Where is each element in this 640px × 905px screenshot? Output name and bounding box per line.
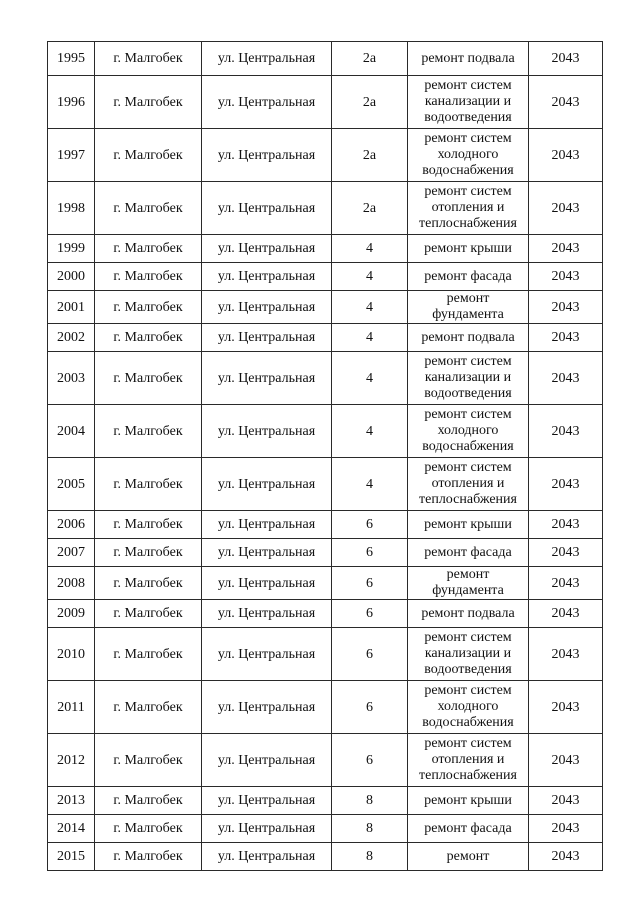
table-row <box>48 458 603 511</box>
work-type-line: фундамента <box>432 307 504 322</box>
street-cell: ул. Центральная <box>202 681 332 734</box>
table-row <box>48 42 603 76</box>
work-type-cell <box>408 628 529 681</box>
house-number-cell: 2а <box>332 42 408 76</box>
work-type-line: ремонт крыши <box>424 240 512 256</box>
planned-year-cell: 2043 <box>529 815 603 843</box>
work-type-cell <box>408 291 529 324</box>
city-cell: г. Малгобек <box>95 129 202 182</box>
city-cell: г. Малгобек <box>95 681 202 734</box>
row-number-cell: 2005 <box>48 458 95 511</box>
house-number-cell: 2а <box>332 129 408 182</box>
house-number-cell: 6 <box>332 511 408 539</box>
house-number-cell: 4 <box>332 458 408 511</box>
street-cell: ул. Центральная <box>202 129 332 182</box>
work-type-line: ремонт систем <box>424 78 512 93</box>
planned-year-cell: 2043 <box>529 405 603 458</box>
repair-schedule-table <box>47 41 603 871</box>
house-number-cell: 4 <box>332 324 408 352</box>
table-row <box>48 600 603 628</box>
work-type-line: теплоснабжения <box>419 768 517 783</box>
city-cell: г. Малгобек <box>95 787 202 815</box>
city-cell: г. Малгобек <box>95 291 202 324</box>
street-cell: ул. Центральная <box>202 235 332 263</box>
planned-year-cell: 2043 <box>529 42 603 76</box>
planned-year-cell: 2043 <box>529 511 603 539</box>
city-cell: г. Малгобек <box>95 843 202 871</box>
house-number-cell: 6 <box>332 681 408 734</box>
row-number-cell: 2001 <box>48 291 95 324</box>
work-type-cell <box>408 511 529 539</box>
row-number-cell: 2004 <box>48 405 95 458</box>
row-number-cell: 1996 <box>48 76 95 129</box>
table-row <box>48 734 603 787</box>
row-number-cell: 2014 <box>48 815 95 843</box>
city-cell: г. Малгобек <box>95 263 202 291</box>
work-type-cell <box>408 815 529 843</box>
work-type-cell <box>408 458 529 511</box>
work-type-line: ремонт <box>446 567 490 582</box>
house-number-cell: 8 <box>332 843 408 871</box>
house-number-cell: 6 <box>332 600 408 628</box>
work-type-line: теплоснабжения <box>419 216 517 231</box>
work-type-line: водоотведения <box>424 662 512 677</box>
row-number-cell: 2015 <box>48 843 95 871</box>
table-row <box>48 324 603 352</box>
work-type-line: теплоснабжения <box>419 492 517 507</box>
city-cell: г. Малгобек <box>95 405 202 458</box>
work-type-line: ремонт подвала <box>421 605 515 621</box>
street-cell: ул. Центральная <box>202 539 332 567</box>
city-cell: г. Малгобек <box>95 458 202 511</box>
document-page <box>47 41 602 871</box>
row-number-cell: 2011 <box>48 681 95 734</box>
work-type-cell <box>408 235 529 263</box>
work-type-cell <box>408 263 529 291</box>
street-cell: ул. Центральная <box>202 182 332 235</box>
row-number-cell: 2000 <box>48 263 95 291</box>
city-cell: г. Малгобек <box>95 815 202 843</box>
planned-year-cell: 2043 <box>529 324 603 352</box>
table-row <box>48 539 603 567</box>
table-row <box>48 787 603 815</box>
work-type-cell <box>408 352 529 405</box>
street-cell: ул. Центральная <box>202 600 332 628</box>
house-number-cell: 6 <box>332 628 408 681</box>
table-row <box>48 405 603 458</box>
planned-year-cell: 2043 <box>529 352 603 405</box>
work-type-line: водоснабжения <box>422 163 514 178</box>
house-number-cell: 4 <box>332 352 408 405</box>
city-cell: г. Малгобек <box>95 511 202 539</box>
work-type-cell <box>408 600 529 628</box>
row-number-cell: 1999 <box>48 235 95 263</box>
work-type-cell <box>408 787 529 815</box>
table-row <box>48 843 603 871</box>
work-type-line: холодного <box>437 423 499 438</box>
house-number-cell: 2а <box>332 182 408 235</box>
city-cell: г. Малгобек <box>95 567 202 600</box>
house-number-cell: 4 <box>332 291 408 324</box>
house-number-cell: 8 <box>332 787 408 815</box>
planned-year-cell: 2043 <box>529 129 603 182</box>
street-cell: ул. Центральная <box>202 815 332 843</box>
planned-year-cell: 2043 <box>529 567 603 600</box>
work-type-line: ремонт систем <box>424 460 512 475</box>
planned-year-cell: 2043 <box>529 843 603 871</box>
planned-year-cell: 2043 <box>529 291 603 324</box>
work-type-line: канализации и <box>424 646 512 661</box>
work-type-line: ремонт фасада <box>424 544 512 560</box>
work-type-line: ремонт систем <box>424 184 512 199</box>
street-cell: ул. Центральная <box>202 567 332 600</box>
work-type-line: канализации и <box>424 94 512 109</box>
work-type-cell <box>408 129 529 182</box>
planned-year-cell: 2043 <box>529 628 603 681</box>
planned-year-cell: 2043 <box>529 235 603 263</box>
work-type-line: водоснабжения <box>422 439 514 454</box>
work-type-line: ремонт систем <box>424 407 512 422</box>
work-type-line: канализации и <box>424 370 512 385</box>
house-number-cell: 6 <box>332 734 408 787</box>
work-type-line: отопления и <box>431 476 505 491</box>
work-type-line: холодного <box>437 147 499 162</box>
house-number-cell: 2а <box>332 76 408 129</box>
work-type-cell <box>408 843 529 871</box>
work-type-line: ремонт систем <box>424 683 512 698</box>
house-number-cell: 8 <box>332 815 408 843</box>
row-number-cell: 1998 <box>48 182 95 235</box>
work-type-line: ремонт фасада <box>424 820 512 836</box>
work-type-line: отопления и <box>431 752 505 767</box>
city-cell: г. Малгобек <box>95 42 202 76</box>
work-type-line: ремонт фасада <box>424 268 512 284</box>
work-type-line: водоотведения <box>424 386 512 401</box>
row-number-cell: 2009 <box>48 600 95 628</box>
street-cell: ул. Центральная <box>202 511 332 539</box>
work-type-line: ремонт <box>446 291 490 306</box>
work-type-line: ремонт систем <box>424 131 512 146</box>
work-type-line: ремонт крыши <box>424 792 512 808</box>
planned-year-cell: 2043 <box>529 76 603 129</box>
table-row <box>48 628 603 681</box>
planned-year-cell: 2043 <box>529 182 603 235</box>
table-row <box>48 182 603 235</box>
work-type-line: водоснабжения <box>422 715 514 730</box>
work-type-cell <box>408 567 529 600</box>
work-type-cell <box>408 182 529 235</box>
work-type-cell <box>408 324 529 352</box>
work-type-line: ремонт <box>446 848 490 864</box>
work-type-cell <box>408 734 529 787</box>
table-row <box>48 352 603 405</box>
row-number-cell: 1997 <box>48 129 95 182</box>
street-cell: ул. Центральная <box>202 787 332 815</box>
street-cell: ул. Центральная <box>202 42 332 76</box>
street-cell: ул. Центральная <box>202 405 332 458</box>
work-type-cell <box>408 405 529 458</box>
work-type-line: ремонт подвала <box>421 50 515 66</box>
table-row <box>48 291 603 324</box>
house-number-cell: 4 <box>332 235 408 263</box>
city-cell: г. Малгобек <box>95 76 202 129</box>
row-number-cell: 2012 <box>48 734 95 787</box>
table-row <box>48 815 603 843</box>
city-cell: г. Малгобек <box>95 539 202 567</box>
work-type-cell <box>408 681 529 734</box>
city-cell: г. Малгобек <box>95 734 202 787</box>
house-number-cell: 6 <box>332 567 408 600</box>
work-type-line: фундамента <box>432 583 504 598</box>
street-cell: ул. Центральная <box>202 291 332 324</box>
planned-year-cell: 2043 <box>529 600 603 628</box>
city-cell: г. Малгобек <box>95 324 202 352</box>
street-cell: ул. Центральная <box>202 843 332 871</box>
city-cell: г. Малгобек <box>95 235 202 263</box>
house-number-cell: 4 <box>332 263 408 291</box>
work-type-line: водоотведения <box>424 110 512 125</box>
table-row <box>48 235 603 263</box>
street-cell: ул. Центральная <box>202 76 332 129</box>
planned-year-cell: 2043 <box>529 681 603 734</box>
table-row <box>48 129 603 182</box>
city-cell: г. Малгобек <box>95 352 202 405</box>
street-cell: ул. Центральная <box>202 263 332 291</box>
city-cell: г. Малгобек <box>95 600 202 628</box>
table-row <box>48 76 603 129</box>
work-type-line: ремонт подвала <box>421 329 515 345</box>
work-type-cell <box>408 76 529 129</box>
row-number-cell: 2010 <box>48 628 95 681</box>
row-number-cell: 2002 <box>48 324 95 352</box>
table-body <box>48 42 603 871</box>
house-number-cell: 6 <box>332 539 408 567</box>
row-number-cell: 2007 <box>48 539 95 567</box>
row-number-cell: 2003 <box>48 352 95 405</box>
table-row <box>48 263 603 291</box>
street-cell: ул. Центральная <box>202 324 332 352</box>
planned-year-cell: 2043 <box>529 458 603 511</box>
work-type-line: ремонт систем <box>424 354 512 369</box>
street-cell: ул. Центральная <box>202 734 332 787</box>
work-type-line: ремонт крыши <box>424 516 512 532</box>
planned-year-cell: 2043 <box>529 734 603 787</box>
work-type-line: отопления и <box>431 200 505 215</box>
row-number-cell: 2008 <box>48 567 95 600</box>
street-cell: ул. Центральная <box>202 628 332 681</box>
planned-year-cell: 2043 <box>529 787 603 815</box>
row-number-cell: 1995 <box>48 42 95 76</box>
work-type-cell <box>408 539 529 567</box>
house-number-cell: 4 <box>332 405 408 458</box>
city-cell: г. Малгобек <box>95 182 202 235</box>
work-type-line: холодного <box>437 699 499 714</box>
row-number-cell: 2006 <box>48 511 95 539</box>
street-cell: ул. Центральная <box>202 352 332 405</box>
work-type-cell <box>408 42 529 76</box>
row-number-cell: 2013 <box>48 787 95 815</box>
work-type-line: ремонт систем <box>424 630 512 645</box>
table-row <box>48 681 603 734</box>
city-cell: г. Малгобек <box>95 628 202 681</box>
planned-year-cell: 2043 <box>529 539 603 567</box>
work-type-line: ремонт систем <box>424 736 512 751</box>
table-row <box>48 567 603 600</box>
street-cell: ул. Центральная <box>202 458 332 511</box>
planned-year-cell: 2043 <box>529 263 603 291</box>
table-row <box>48 511 603 539</box>
